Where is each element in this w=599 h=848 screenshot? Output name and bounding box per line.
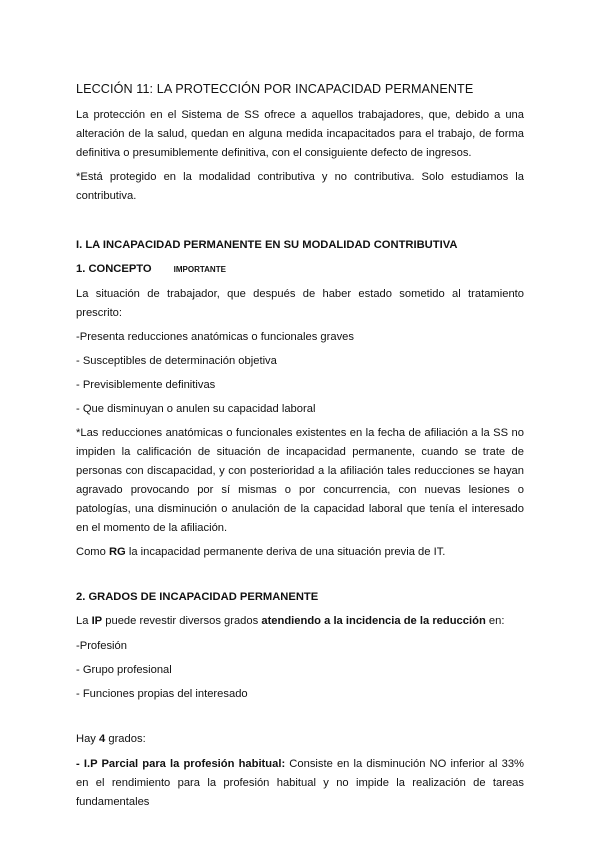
grades-intro — [76, 612, 524, 631]
rg-paragraph — [76, 543, 524, 562]
grades-intro-post: en: — [485, 615, 505, 627]
partial-grade-title: - I.P Parcial para la profesión habitual: — [76, 758, 286, 770]
partial-grade-text: Consiste en la disminución NO inferior al 33% en el rendimiento para la profesión habitual y no impide la realización de tareas fundamentales — [76, 758, 524, 808]
concept-heading: 1. CONCEPTO — [76, 263, 152, 275]
note-reducciones: *Las reducciones anatómicas o funcionales existentes en la fecha de afiliación a la SS no impiden la calificación de situación de incapacidad permanente, cuando se trate de personas con discapacidad, y con posterioridad a la afiliación tales reducciones se hayan agravado provocando por sí mismas o por concurrencia, con nuevas lesiones o patologías, una disminución o anulación de la capacidad laboral que tenía el interesado en el momento de la afiliación. — [76, 427, 524, 534]
grades-count-post: grados: — [105, 733, 146, 745]
concept-item: - Susceptibles de determinación objetiva — [76, 355, 277, 367]
important-label: IMPORTANTE — [173, 265, 226, 274]
grades-count-pre: Hay — [76, 733, 100, 745]
grades-intro-mid: puede revestir diversos grados — [102, 615, 262, 627]
rg-pre: Como — [76, 546, 109, 558]
grades-count — [76, 730, 524, 749]
grades-intro-emphasis: atendiendo a la incidencia de la reducción — [261, 615, 486, 627]
concept-heading-row — [76, 260, 524, 279]
concept-item: - Que disminuyan o anulen su capacidad laboral — [76, 403, 316, 415]
note-contributiva: *Está protegido en la modalidad contributiva y no contributiva. Solo estudiamos la contributiva. — [76, 171, 524, 202]
concept-item: -Presenta reducciones anatómicas o funcionales graves — [76, 331, 354, 343]
rg-post: la incapacidad permanente deriva de una situación previa de IT. — [125, 546, 446, 558]
rg-bold: RG — [108, 546, 126, 558]
partial-grade-paragraph — [76, 755, 524, 812]
page-title: LECCIÓN 11: LA PROTECCIÓN POR INCAPACIDAD PERMANENTE — [76, 82, 474, 96]
grades-heading: 2. GRADOS DE INCAPACIDAD PERMANENTE — [76, 591, 319, 603]
concept-item: - Previsiblemente definitivas — [76, 379, 216, 391]
grades-count-number: 4 — [99, 733, 106, 745]
section-heading-modalidad: I. LA INCAPACIDAD PERMANENTE EN SU MODALIDAD CONTRIBUTIVA — [76, 239, 458, 251]
document-page — [76, 80, 524, 812]
grades-item: - Funciones propias del interesado — [76, 688, 248, 700]
grades-intro-pre: La — [76, 615, 92, 627]
intro-paragraph: La protección en el Sistema de SS ofrece a aquellos trabajadores, que, debido a una alteración de la salud, quedan en alguna medida incapacitados para el trabajo, de forma definitiva o presumiblemente definitiva, con el consiguiente defecto de ingresos. — [76, 109, 524, 159]
grades-intro-ip: IP — [91, 615, 103, 627]
concept-paragraph: La situación de trabajador, que después de haber estado sometido al tratamiento prescrito: — [76, 288, 524, 319]
grades-item: - Grupo profesional — [76, 664, 172, 676]
grades-item: -Profesión — [76, 640, 127, 652]
